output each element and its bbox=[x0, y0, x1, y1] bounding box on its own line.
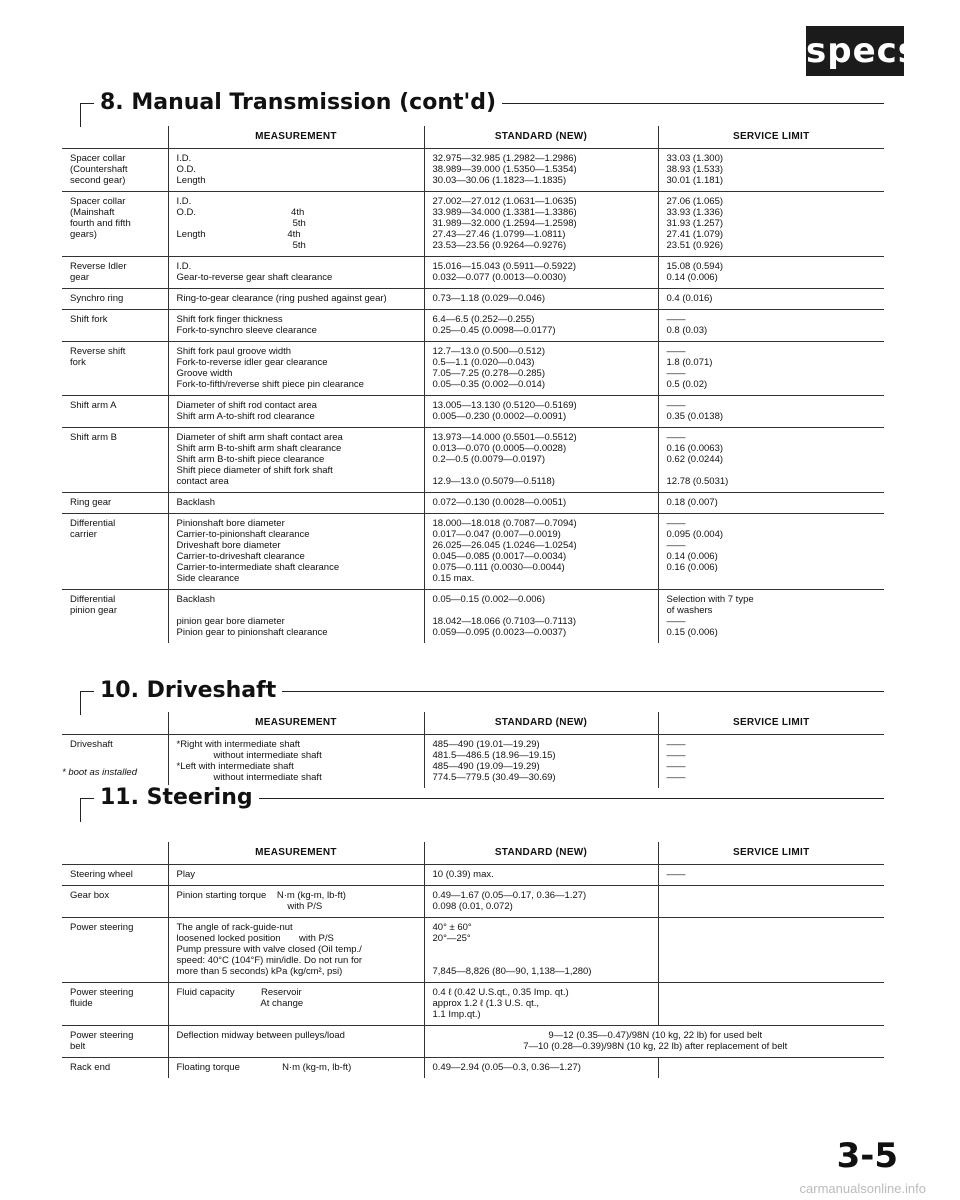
standard-text: 12.7—13.0 (0.500—0.512) 0.5—1.1 (0.020—0.043) 7.05—7.25 (0.278—0.285) 0.05—0.35 (0.002—0.014) bbox=[432, 346, 545, 390]
table-row bbox=[62, 257, 884, 289]
cell-part bbox=[62, 1026, 168, 1058]
column-header: SERVICE LIMIT bbox=[658, 712, 884, 735]
cell-limit bbox=[658, 918, 884, 983]
limit-text: 27.06 (1.065) 33.93 (1.336) 31.93 (1.257) 27.41 (1.079) 23.51 (0.926) bbox=[666, 196, 724, 251]
limit-text: Selection with 7 type of washers —— 0.15 (0.006) bbox=[666, 594, 754, 638]
cell-measurement bbox=[168, 735, 424, 789]
measurement-text: Ring-to-gear clearance (ring pushed against gear) bbox=[176, 293, 387, 304]
cell-limit bbox=[658, 342, 884, 396]
cell-part bbox=[62, 149, 168, 192]
section-8-table bbox=[62, 126, 884, 643]
cell-measurement bbox=[168, 396, 424, 428]
standard-text: 0.49—1.67 (0.05—0.17, 0.36—1.27) 0.098 (0.01, 0.072) bbox=[432, 890, 587, 912]
limit-text: —— 0.8 (0.03) bbox=[666, 314, 708, 336]
header-row bbox=[62, 842, 884, 865]
standard-text: 0.072—0.130 (0.0028—0.0051) bbox=[432, 497, 567, 508]
cell-part bbox=[62, 735, 168, 789]
part-text: Shift fork bbox=[70, 314, 108, 325]
table-row bbox=[62, 983, 884, 1026]
measurement-text: Pinion starting torque N·m (kg-m, lb-ft) with P/S bbox=[176, 890, 346, 912]
measurement-text: Diameter of shift rod contact area Shift arm A-to-shift rod clearance bbox=[176, 400, 317, 422]
part-text: Power steering belt bbox=[70, 1030, 134, 1052]
measurement-text: Fluid capacity Reservoir At change bbox=[176, 987, 304, 1009]
limit-text: —— 0.095 (0.004) —— 0.14 (0.006) 0.16 (0.006) bbox=[666, 518, 724, 573]
table-row bbox=[62, 342, 884, 396]
standard-text: 9—12 (0.35—0.47)/98N (10 kg, 22 lb) for used belt 7—10 (0.28—0.39)/98N (10 kg, 22 lb) after replacement of belt bbox=[523, 1030, 788, 1052]
cell-measurement bbox=[168, 428, 424, 493]
part-text: Shift arm B bbox=[70, 432, 117, 443]
section-10-title: 10. Driveshaft bbox=[94, 678, 282, 704]
measurement-text: *Right with intermediate shaft without intermediate shaft *Left with intermediate shaft without intermediate shaft bbox=[176, 739, 322, 783]
part-text: Steering wheel bbox=[70, 869, 133, 880]
cell-measurement bbox=[168, 192, 424, 257]
standard-text: 13.973—14.000 (0.5501—0.5512) 0.013—0.070 (0.0005—0.0028) 0.2—0.5 (0.0079—0.0197) 12.9—13.0 (0.5079—0.5118) bbox=[432, 432, 577, 487]
cell-standard bbox=[424, 396, 658, 428]
measurement-text: Pinionshaft bore diameter Carrier-to-pinionshaft clearance Driveshaft bore diameter Carrier-to-driveshaft clearance Carrier-to-intermediate shaft clearance Side clearance bbox=[176, 518, 340, 584]
cell-part bbox=[62, 396, 168, 428]
cell-standard bbox=[424, 590, 658, 644]
cell-part bbox=[62, 983, 168, 1026]
cell-standard bbox=[424, 735, 658, 789]
section-11-title: 11. Steering bbox=[94, 785, 259, 811]
column-header: MEASUREMENT bbox=[168, 126, 424, 149]
measurement-text: I.D. Gear-to-reverse gear shaft clearance bbox=[176, 261, 333, 283]
part-text: Synchro ring bbox=[70, 293, 124, 304]
standard-text: 0.05—0.15 (0.002—0.006) 18.042—18.066 (0.7103—0.7113) 0.059—0.095 (0.0023—0.0037) bbox=[432, 594, 576, 638]
part-text: Rack end bbox=[70, 1062, 111, 1073]
limit-text: 33.03 (1.300) 38.93 (1.533) 30.01 (1.181) bbox=[666, 153, 724, 186]
standard-text: 0.73—1.18 (0.029—0.046) bbox=[432, 293, 545, 304]
column-header: MEASUREMENT bbox=[168, 842, 424, 865]
cell-limit bbox=[658, 590, 884, 644]
cell-part bbox=[62, 342, 168, 396]
table-row bbox=[62, 735, 884, 789]
section-8-left-rule bbox=[80, 103, 81, 127]
table-row bbox=[62, 396, 884, 428]
watermark: carmanualsonline.info bbox=[799, 1181, 926, 1196]
limit-text: —— 0.16 (0.0063) 0.62 (0.0244) 12.78 (0.5031) bbox=[666, 432, 729, 487]
column-header bbox=[62, 842, 168, 865]
cell-measurement bbox=[168, 865, 424, 886]
column-header bbox=[62, 712, 168, 735]
cell-standard bbox=[424, 983, 658, 1026]
cell-standard bbox=[424, 493, 658, 514]
page-number: 3-5 bbox=[836, 1136, 898, 1176]
standard-text: 6.4—6.5 (0.252—0.255) 0.25—0.45 (0.0098—0.0177) bbox=[432, 314, 556, 336]
part-text: Spacer collar (Countershaft second gear) bbox=[70, 153, 128, 186]
cell-measurement bbox=[168, 342, 424, 396]
cell-standard bbox=[424, 886, 658, 918]
part-text: Differential carrier bbox=[70, 518, 116, 540]
driveshaft-footnote: * boot as installed bbox=[62, 767, 137, 778]
standard-text: 27.002—27.012 (1.0631—1.0635) 33.989—34.000 (1.3381—1.3386) 31.989—32.000 (1.2594—1.2598) 27.43—27.46 (1.0799—1.0811) 23.53—23.56 (0.9264—0.9276) bbox=[432, 196, 577, 251]
part-text: Spacer collar (Mainshaft fourth and fifth gears) bbox=[70, 196, 131, 240]
column-header: SERVICE LIMIT bbox=[658, 126, 884, 149]
cell-limit bbox=[658, 289, 884, 310]
cell-limit bbox=[658, 192, 884, 257]
table-row bbox=[62, 918, 884, 983]
measurement-text: Backlash bbox=[176, 497, 216, 508]
header-row bbox=[62, 712, 884, 735]
cell-limit bbox=[658, 149, 884, 192]
cell-standard bbox=[424, 865, 658, 886]
table-row bbox=[62, 865, 884, 886]
limit-text: —— 0.35 (0.0138) bbox=[666, 400, 724, 422]
cell-limit bbox=[658, 865, 884, 886]
cell-measurement bbox=[168, 289, 424, 310]
cell-measurement bbox=[168, 493, 424, 514]
cell-measurement bbox=[168, 149, 424, 192]
section-10-table bbox=[62, 712, 884, 788]
cell-limit bbox=[658, 428, 884, 493]
part-text: Ring gear bbox=[70, 497, 112, 508]
cell-part bbox=[62, 257, 168, 289]
cell-part bbox=[62, 590, 168, 644]
cell-measurement bbox=[168, 1058, 424, 1079]
table-row bbox=[62, 310, 884, 342]
part-text: Driveshaft bbox=[70, 739, 113, 750]
column-header: SERVICE LIMIT bbox=[658, 842, 884, 865]
measurement-text: Floating torque N·m (kg-m, lb-ft) bbox=[176, 1062, 352, 1073]
limit-text: —— 1.8 (0.071) —— 0.5 (0.02) bbox=[666, 346, 713, 390]
standard-text: 485—490 (19.01—19.29) 481.5—486.5 (18.96—19.15) 485—490 (19.09—19.29) 774.5—779.5 (30.49—30.69) bbox=[432, 739, 556, 783]
cell-standard bbox=[424, 289, 658, 310]
cell-limit bbox=[658, 1058, 884, 1079]
cell-standard bbox=[424, 257, 658, 289]
cell-measurement bbox=[168, 257, 424, 289]
part-text: Reverse Idler gear bbox=[70, 261, 127, 283]
standard-text: 18.000—18.018 (0.7087—0.7094) 0.017—0.047 (0.007—0.0019) 26.025—26.045 (1.0246—1.0254) 0.045—0.085 (0.0017—0.0034) 0.075—0.111 (0.0030—0.0044) 0.15 max. bbox=[432, 518, 577, 584]
cell-part bbox=[62, 514, 168, 590]
cell-standard bbox=[424, 918, 658, 983]
standard-text: 10 (0.39) max. bbox=[432, 869, 494, 880]
column-header: STANDARD (NEW) bbox=[424, 126, 658, 149]
section-11-left-rule bbox=[80, 798, 81, 822]
table-row bbox=[62, 1026, 884, 1058]
column-header: STANDARD (NEW) bbox=[424, 712, 658, 735]
limit-text: —— bbox=[666, 869, 686, 880]
cell-standard bbox=[424, 310, 658, 342]
cell-limit bbox=[658, 514, 884, 590]
standard-text: 0.4 ℓ (0.42 U.S.qt., 0.35 Imp. qt.) approx 1.2 ℓ (1.3 U.S. qt., 1.1 Imp.qt.) bbox=[432, 987, 569, 1020]
cell-limit bbox=[658, 886, 884, 918]
cell-measurement bbox=[168, 1026, 424, 1058]
part-text: Power steering fluide bbox=[70, 987, 134, 1009]
cell-limit bbox=[658, 396, 884, 428]
cell-part bbox=[62, 493, 168, 514]
table-row bbox=[62, 428, 884, 493]
column-header: MEASUREMENT bbox=[168, 712, 424, 735]
cell-measurement bbox=[168, 590, 424, 644]
measurement-text: Diameter of shift arm shaft contact area Shift arm B-to-shift arm shaft clearance Shift arm B-to-shift piece clearance Shift piece diameter of shift fork shaft contact area bbox=[176, 432, 343, 487]
table-row bbox=[62, 289, 884, 310]
cell-part bbox=[62, 918, 168, 983]
column-header: STANDARD (NEW) bbox=[424, 842, 658, 865]
cell-part bbox=[62, 289, 168, 310]
cell-standard bbox=[424, 428, 658, 493]
limit-text: 15.08 (0.594) 0.14 (0.006) bbox=[666, 261, 724, 283]
cell-standard bbox=[424, 342, 658, 396]
cell-limit bbox=[658, 983, 884, 1026]
table-row bbox=[62, 493, 884, 514]
cell-part bbox=[62, 1058, 168, 1079]
table-row bbox=[62, 1058, 884, 1079]
cell-limit bbox=[658, 310, 884, 342]
standard-text: 13.005—13.130 (0.5120—0.5169) 0.005—0.230 (0.0002—0.0091) bbox=[432, 400, 577, 422]
cell-part bbox=[62, 428, 168, 493]
measurement-text: Shift fork paul groove width Fork-to-reverse idler gear clearance Groove width Fork-to-fifth/reverse shift piece pin clearance bbox=[176, 346, 364, 390]
cell-limit bbox=[658, 493, 884, 514]
measurement-text: I.D. O.D. Length bbox=[176, 153, 206, 186]
measurement-text: I.D. O.D. 4th 5th Length 4th 5th bbox=[176, 196, 306, 251]
table-row bbox=[62, 590, 884, 644]
part-text: Power steering bbox=[70, 922, 134, 933]
limit-text: —— —— —— —— bbox=[666, 739, 686, 783]
specs-badge: specs bbox=[806, 26, 904, 76]
measurement-text: Deflection midway between pulleys/load bbox=[176, 1030, 345, 1041]
cell-measurement bbox=[168, 983, 424, 1026]
cell-standard bbox=[424, 1026, 884, 1058]
standard-text: 32.975—32.985 (1.2982—1.2986) 38.989—39.000 (1.5350—1.5354) 30.03—30.06 (1.1823—1.1835) bbox=[432, 153, 577, 186]
part-text: Gear box bbox=[70, 890, 110, 901]
cell-limit bbox=[658, 735, 884, 789]
part-text: Reverse shift fork bbox=[70, 346, 126, 368]
cell-standard bbox=[424, 1058, 658, 1079]
measurement-text: The angle of rack-guide-nut loosened locked position with P/S Pump pressure with valve closed (Oil temp./ speed: 40°C (104°F) min/idle. Do not run for more than 5 seconds) kPa (kg/cm², psi) bbox=[176, 922, 363, 977]
limit-text: 0.4 (0.016) bbox=[666, 293, 713, 304]
part-text: Shift arm A bbox=[70, 400, 117, 411]
cell-part bbox=[62, 310, 168, 342]
cell-standard bbox=[424, 149, 658, 192]
standard-text: 0.49—2.94 (0.05—0.3, 0.36—1.27) bbox=[432, 1062, 581, 1073]
part-text: Differential pinion gear bbox=[70, 594, 118, 616]
cell-limit bbox=[658, 257, 884, 289]
standard-text: 40° ± 60° 20°—25° 7,845—8,826 (80—90, 1,138—1,280) bbox=[432, 922, 592, 977]
cell-standard bbox=[424, 192, 658, 257]
column-header bbox=[62, 126, 168, 149]
measurement-text: Play bbox=[176, 869, 195, 880]
cell-standard bbox=[424, 514, 658, 590]
cell-part bbox=[62, 865, 168, 886]
cell-part bbox=[62, 886, 168, 918]
limit-text: 0.18 (0.007) bbox=[666, 497, 718, 508]
table-row bbox=[62, 886, 884, 918]
cell-part bbox=[62, 192, 168, 257]
table-row bbox=[62, 192, 884, 257]
section-8-title: 8. Manual Transmission (cont'd) bbox=[94, 90, 502, 116]
cell-measurement bbox=[168, 918, 424, 983]
header-row bbox=[62, 126, 884, 149]
section-11-table bbox=[62, 842, 884, 1078]
table-row bbox=[62, 149, 884, 192]
table-row bbox=[62, 514, 884, 590]
cell-measurement bbox=[168, 514, 424, 590]
measurement-text: Shift fork finger thickness Fork-to-synchro sleeve clearance bbox=[176, 314, 317, 336]
standard-text: 15.016—15.043 (0.5911—0.5922) 0.032—0.077 (0.0013—0.0030) bbox=[432, 261, 576, 283]
cell-measurement bbox=[168, 310, 424, 342]
measurement-text: Backlash pinion gear bore diameter Pinion gear to pinionshaft clearance bbox=[176, 594, 328, 638]
cell-measurement bbox=[168, 886, 424, 918]
